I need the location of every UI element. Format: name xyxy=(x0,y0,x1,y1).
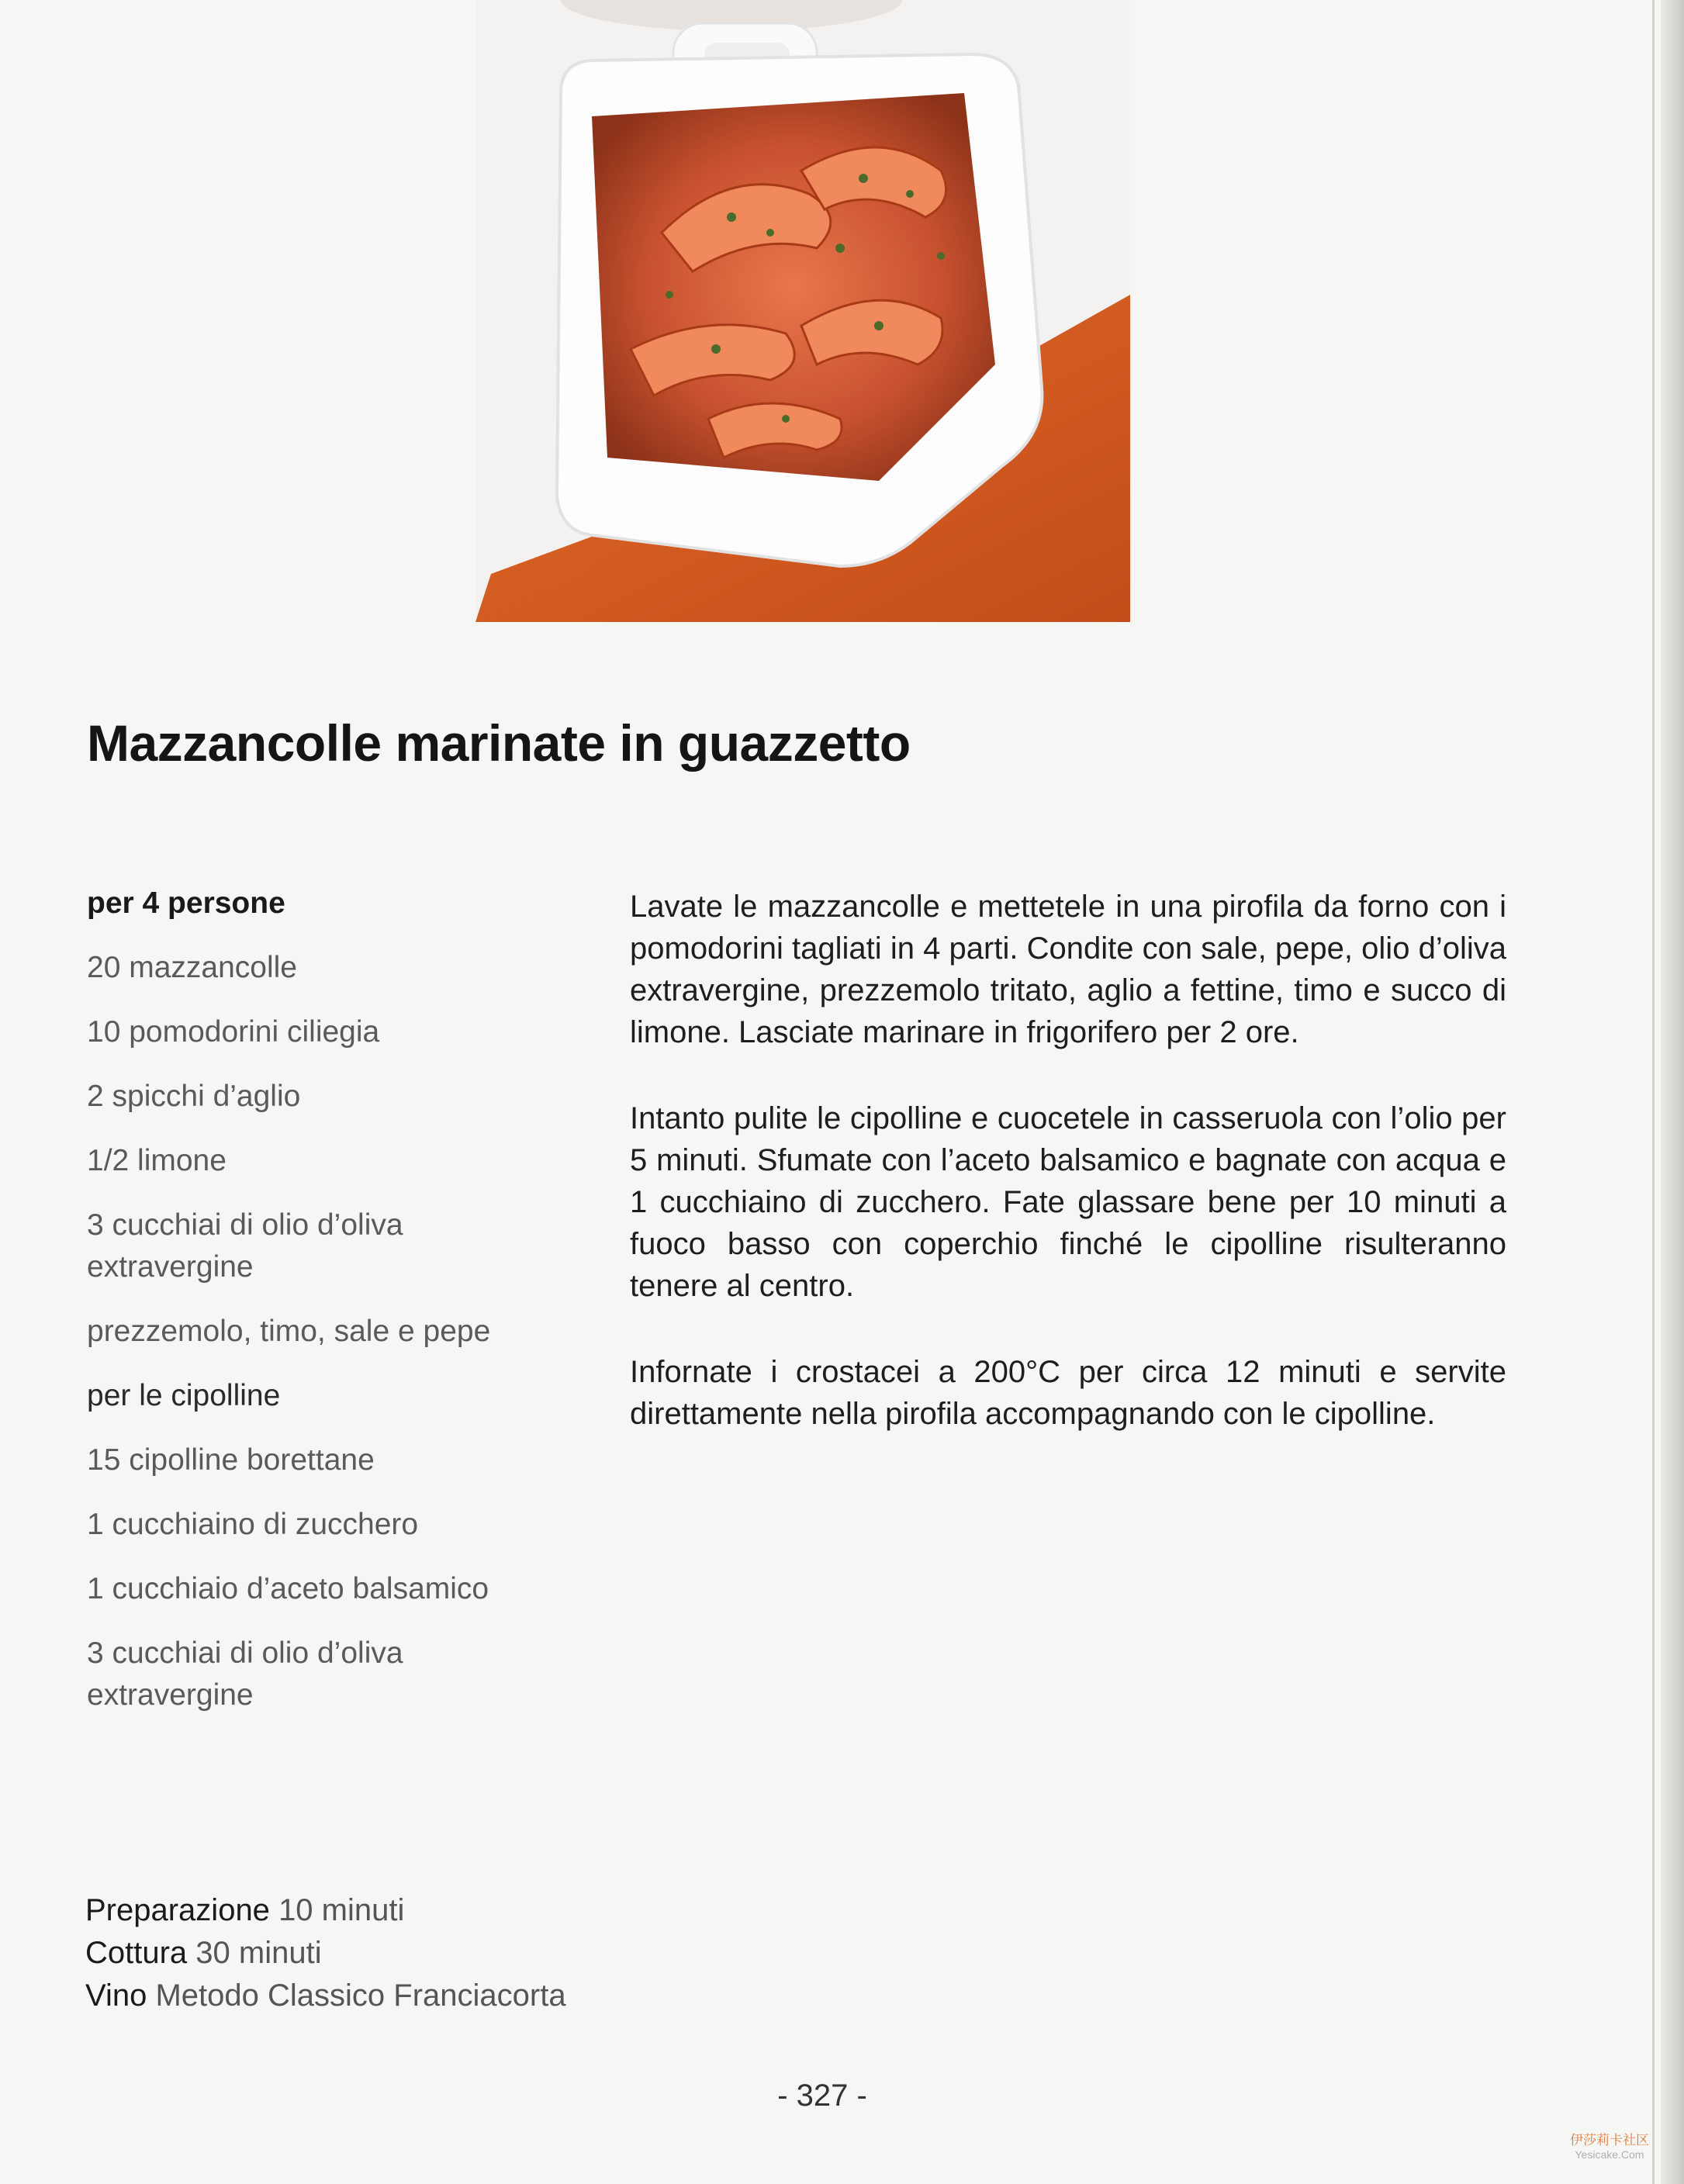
recipe-title: Mazzancolle marinate in guazzetto xyxy=(87,714,911,772)
ingredient-item: 20 mazzancolle xyxy=(87,951,297,984)
cook-time xyxy=(85,1932,783,1975)
ingredient-item: 15 cipolline borettane xyxy=(87,1443,375,1477)
cook-label: Cottura xyxy=(85,1936,188,1970)
page-number: - 327 - xyxy=(777,2079,867,2113)
prep-label: Preparazione xyxy=(85,1893,270,1927)
wine-value: Metodo Classico Franciacorta xyxy=(155,1978,566,2013)
shrimp-dish-photo-icon xyxy=(475,0,1130,622)
ingredient-item: 2 spicchi d’aglio xyxy=(87,1080,301,1113)
ingredient-item: 1/2 limone xyxy=(87,1144,226,1177)
watermark xyxy=(1559,2129,1660,2161)
ingredient-list xyxy=(87,883,568,1739)
ingredient-item: 3 cucchiai di olio d’oliva extravergine xyxy=(87,1636,403,1712)
wine-label: Vino xyxy=(85,1978,147,2013)
prep-time xyxy=(85,1889,783,1932)
ingredient-heading: per 4 persone xyxy=(87,886,285,920)
watermark-line1: 伊莎莉卡社区 xyxy=(1570,2133,1649,2148)
ingredient-item: 1 cucchiaino di zucchero xyxy=(87,1508,419,1541)
page-edge xyxy=(1661,0,1684,2184)
method-text xyxy=(630,886,1506,1479)
watermark-line2: Yesicake.Com xyxy=(1575,2148,1644,2161)
prep-value: 10 minuti xyxy=(278,1893,405,1927)
ingredient-heading: per le cipolline xyxy=(87,1379,281,1412)
wine xyxy=(85,1975,783,2017)
ingredient-item: 10 pomodorini ciliegia xyxy=(87,1015,380,1049)
ingredient-item: prezzemolo, timo, sale e pepe xyxy=(87,1315,491,1348)
ingredient-item: 3 cucchiai di olio d’oliva extravergine xyxy=(87,1208,403,1284)
cook-value: 30 minuti xyxy=(195,1936,322,1970)
method-paragraph: Lavate le mazzancolle e mettetele in una pirofila da forno con i pomodorini tagliati in 4 parti. Condite con sale, pepe, olio d’oliva extravergine, prezzemolo tritato, aglio a fettine, timo e succo di limone. Lasciate marinare in frigorifero per 2 ore. xyxy=(630,890,1506,1049)
page-edge-line xyxy=(1652,0,1655,2184)
method-paragraph: Intanto pulite le cipolline e cuocetele in casseruola con l’olio per 5 minuti. Sfumate con l’aceto balsamico e bagnate con acqua e 1 cucchiaino di zucchero. Fate glassare bene per 10 minuti a fuoco basso con coperchio finché le cipolline risulteranno tenere al centro. xyxy=(630,1101,1506,1303)
ingredient-item: 1 cucchiaio d’aceto balsamico xyxy=(87,1572,489,1605)
recipe-photo xyxy=(475,0,1130,622)
recipe-meta xyxy=(85,1889,783,2017)
method-paragraph: Infornate i crostacei a 200°C per circa 12 minuti e servite direttamente nella pirofila accompagnando con le cipolline. xyxy=(630,1355,1506,1431)
